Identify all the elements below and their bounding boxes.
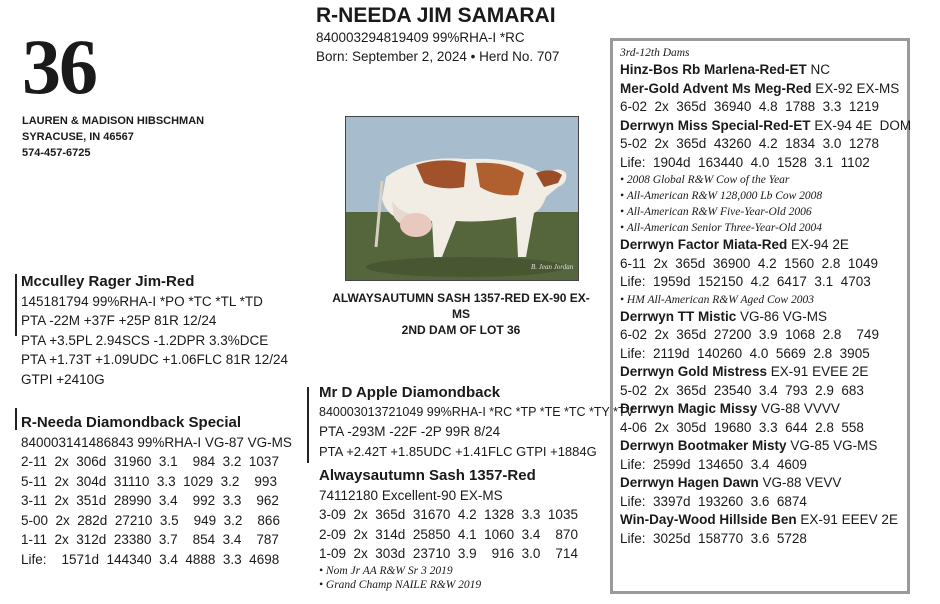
- dam-entry-name-row: [620, 474, 910, 493]
- dam-record: 1-11 2x 312d 23380 3.7 854 3.4 787: [21, 532, 279, 547]
- dam-name: R-Needa Diamondback Special: [21, 414, 242, 431]
- dam-entry-score: VG-88 VEVV: [758, 475, 842, 490]
- dams-box-header: 3rd-12th Dams: [620, 47, 690, 59]
- cow-photo: [345, 116, 579, 281]
- consignor-name: LAUREN & MADISON HIBSCHMAN: [22, 115, 205, 127]
- dam-entry-score: VG-88 VVVV: [757, 401, 840, 416]
- dams-list: [620, 61, 910, 548]
- dam-entry-record: Life: 3025d 158770 3.6 5728: [620, 530, 807, 546]
- dam-entry-name-row: [620, 117, 910, 136]
- dam-entry-name: Win-Day-Wood Hillside Ben: [620, 512, 797, 527]
- dam-entry-record: 4-06 2x 305d 19680 3.3 644 2.8 558: [620, 419, 864, 435]
- dam-entry-name-row: [620, 308, 910, 327]
- dam-entry-honor: • All-American R&W Five-Year-Old 2006: [620, 206, 812, 218]
- dam-entry-name: Derrwyn Bootmaker Misty: [620, 438, 787, 453]
- dam-entry-score: EX-94 4E DOM: [810, 117, 912, 133]
- dam-entry-honor: • 2008 Global R&W Cow of the Year: [620, 174, 790, 186]
- dam-entry-name: Derrwyn Factor Miata-Red: [620, 237, 788, 252]
- grandsire-line: PTA -293M -22F -2P 99R 8/24: [319, 424, 501, 439]
- grandsire-name: Mr D Apple Diamondback: [319, 384, 501, 401]
- second-dam-record: 1-09 2x 303d 23710 3.9 916 3.0 714: [319, 546, 578, 561]
- dam-record: 5-00 2x 282d 27210 3.5 949 3.2 866: [21, 512, 280, 528]
- sire-line: 145181794 99%RHA-I *PO *TC *TL *TD: [21, 293, 263, 309]
- dam-entry-score: EX-92 EX-MS: [811, 80, 900, 96]
- second-dam-honor: • Nom Jr AA R&W Sr 3 2019: [319, 564, 453, 577]
- second-dam-record: 2-09 2x 314d 25850 4.1 1060 3.4 870: [319, 526, 578, 542]
- dam-entry-name: Derrwyn Miss Special-Red-ET: [620, 117, 811, 133]
- dam-entry-name: Derrwyn Gold Mistress: [620, 364, 768, 379]
- photo-caption: [330, 290, 592, 338]
- dam-entry-name-row: [620, 80, 910, 99]
- dams-box: [620, 46, 910, 548]
- dam-entry-honor: • HM All-American R&W Aged Cow 2003: [620, 293, 814, 306]
- cow-illustration: [346, 117, 578, 280]
- lot-number: 36: [22, 23, 96, 110]
- dam-entry-record: 6-02 2x 365d 36940 4.8 1788 3.3 1219: [620, 99, 879, 114]
- photographer-signature: B. Jean Jordan: [531, 263, 574, 271]
- grandsire-block: [319, 383, 634, 461]
- dam-entry-score: VG-85 VG-MS: [786, 438, 878, 453]
- dam-entry-name-row: [620, 363, 910, 382]
- dam-entry-name-row: [620, 61, 910, 80]
- dam-entry-name-row: [620, 236, 910, 255]
- dam-entry-record: Life: 1904d 163440 4.0 1528 3.1 1102: [620, 154, 870, 170]
- dam-entry-record: Life: 3397d 193260 3.6 6874: [620, 493, 807, 509]
- dam-entry-record: 6-02 2x 365d 27200 3.9 1068 2.8 749: [620, 327, 879, 342]
- dam-line: 840003141486843 99%RHA-I VG-87 VG-MS: [21, 434, 292, 450]
- dam-entry-name: Derrwyn Hagen Dawn: [620, 475, 759, 490]
- sire-line: PTA +3.5PL 2.94SCS -1.2DPR 3.3%DCE: [21, 332, 269, 348]
- dam-entry-score: NC: [806, 62, 831, 77]
- dam-entry-record: Life: 2119d 140260 4.0 5669 2.8 3905: [620, 345, 870, 361]
- dam-entry-honor: • All-American Senior Three-Year-Old 2004: [620, 222, 823, 234]
- second-dam-record: 3-09 2x 365d 31670 4.2 1328 3.3 1035: [319, 507, 578, 522]
- dam-entry-name-row: [620, 437, 910, 456]
- consignor-city: SYRACUSE, IN 46567: [22, 131, 134, 143]
- second-dam-line: 74112180 Excellent-90 EX-MS: [319, 487, 503, 503]
- dam-entry-name: Mer-Gold Advent Ms Meg-Red: [620, 80, 812, 96]
- dam-entry-name: Hinz-Bos Rb Marlena-Red-ET: [620, 62, 807, 77]
- dam-record: 3-11 2x 351d 28990 3.4 992 3.3 962: [21, 493, 279, 508]
- dam-entry-name: Derrwyn Magic Missy: [620, 401, 758, 416]
- dam-entry-score: VG-86 VG-MS: [736, 308, 828, 324]
- grandsire-line: PTA +2.42T +1.85UDC +1.41FLC GTPI +1884G: [319, 443, 597, 459]
- dam-entry-record: 6-11 2x 365d 36900 4.2 1560 2.8 1049: [620, 255, 878, 271]
- dam-entry-record: Life: 1959d 152150 4.2 6417 3.1 4703: [620, 274, 871, 289]
- animal-id-line: 840003294819409 99%RHA-I *RC: [316, 30, 525, 45]
- animal-born-line: Born: September 2, 2024 • Herd No. 707: [316, 49, 560, 64]
- sire-bracket: [15, 274, 17, 336]
- dam-entry-name-row: [620, 511, 910, 530]
- dam-entry-record: 5-02 2x 365d 23540 3.4 793 2.9 683: [620, 382, 864, 398]
- sire-block: [21, 272, 288, 389]
- dam-entry-name-row: [620, 400, 910, 419]
- photo-caption-line2: 2ND DAM OF LOT 36: [401, 323, 521, 337]
- second-dam-block: [319, 466, 578, 592]
- sire-name: Mcculley Rager Jim-Red: [21, 273, 195, 290]
- dam-entry-record: Life: 2599d 134650 3.4 4609: [620, 456, 807, 472]
- sire-line: PTA -22M +37F +25P 81R 12/24: [21, 313, 217, 328]
- sire-line: GTPI +2410G: [21, 371, 105, 387]
- second-dam-name: Alwaysautumn Sash 1357-Red: [319, 467, 536, 484]
- consignor-block: [22, 113, 204, 161]
- dam-entry-score: EX-91 EVEE 2E: [767, 364, 869, 379]
- animal-name: R-NEEDA JIM SAMARAI: [316, 4, 556, 27]
- dam-record: 5-11 2x 304d 31110 3.3 1029 3.2 993: [21, 473, 277, 489]
- consignor-phone: 574-457-6725: [22, 147, 91, 159]
- dam-entry-name: Derrwyn TT Mistic: [620, 308, 737, 324]
- grandsire-line: 840003013721049 99%RHA-I *RC *TP *TE *TC *TY *TV: [319, 404, 634, 419]
- dam-entry-score: EX-94 2E: [787, 237, 849, 252]
- dam-entry-score: EX-91 EEEV 2E: [796, 512, 898, 527]
- dam-bracket: [15, 408, 17, 430]
- grandsire-bracket: [307, 387, 309, 463]
- dam-record: 2-11 2x 306d 31960 3.1 984 3.2 1037: [21, 454, 279, 469]
- dam-entry-record: 5-02 2x 365d 43260 4.2 1834 3.0 1278: [620, 136, 879, 151]
- dam-block: [21, 413, 292, 569]
- photo-caption-line1: ALWAYSAUTUMN SASH 1357-RED EX-90 EX-MS: [332, 291, 590, 321]
- sire-line: PTA +1.73T +1.09UDC +1.06FLC 81R 12/24: [21, 352, 289, 367]
- dam-entry-honor: • All-American R&W 128,000 Lb Cow 2008: [620, 190, 823, 202]
- second-dam-honor: • Grand Champ NAILE R&W 2019: [319, 578, 482, 591]
- dam-lifetime: Life: 1571d 144340 3.4 4888 3.3 4698: [21, 551, 280, 567]
